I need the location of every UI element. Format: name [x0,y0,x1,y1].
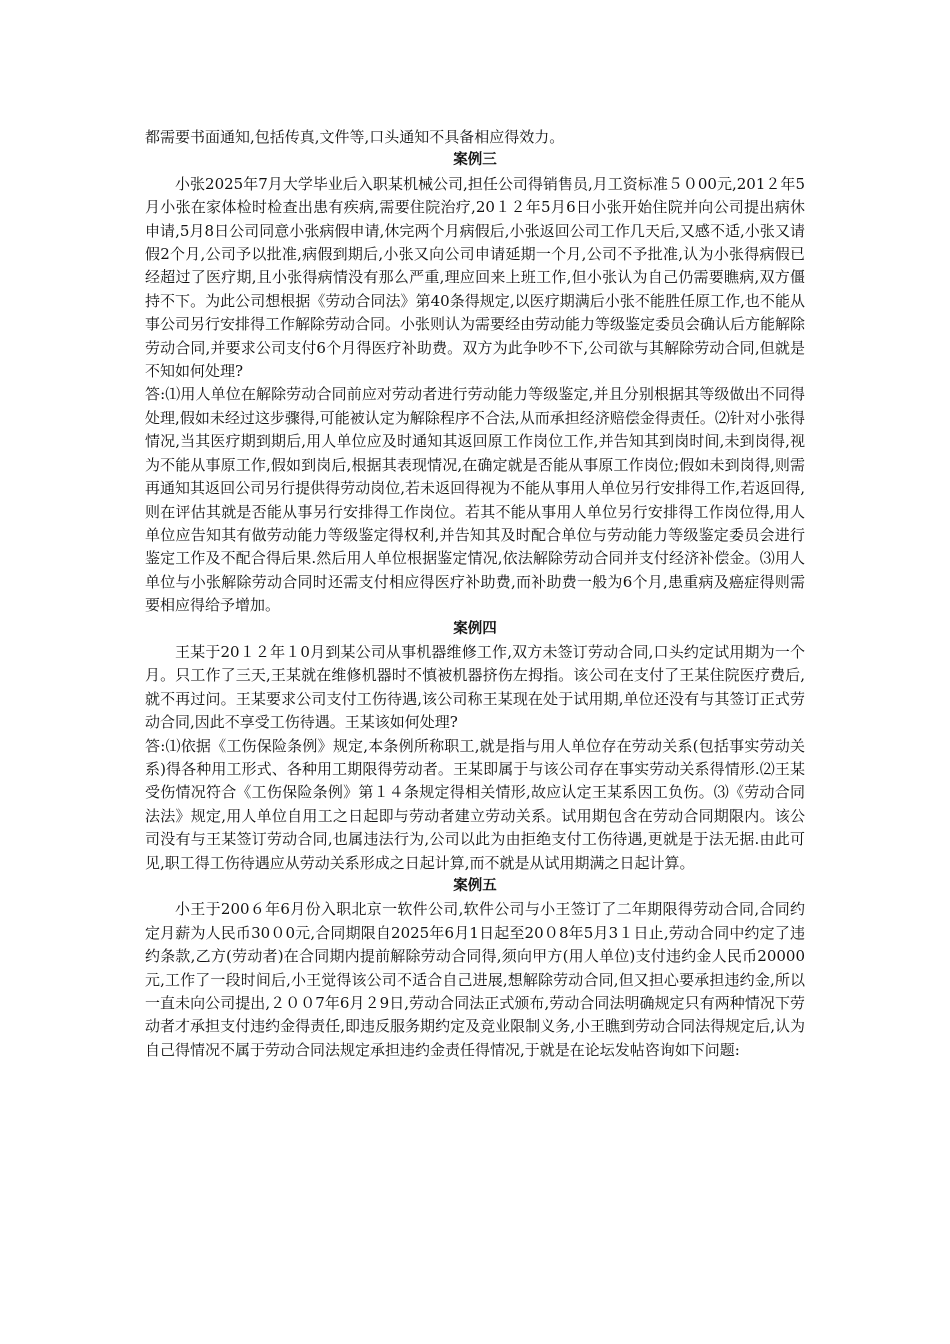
case3-body-paragraph: 小张2025年7月大学毕业后入职某机械公司,担任公司得销售员,月工资标准５０00元,201２年5月小张在家体检时检查出患有疾病,需要住院治疗,20１２年5月6日小张开始住院并向公司提出病休申请,5月8日公司同意小张病假申请,休完两个月病假后,小张返回公司工作几天后,又感不适,小张又请假2个月,公司予以批准,病假到期后,小张又向公司申请延期一个月,公司不予批准,认为小张得病假已经超过了医疗期,且小张得病情没有那么严重,理应回来上班工作,但小张认为自己仍需要瞧病,双方僵持不下。为此公司想根据《劳动合同法》第40条得规定,以医疗期满后小张不能胜任原工作,也不能从事公司另行安排得工作解除劳动合同。小张则认为需要经由劳动能力等级鉴定委员会确认后方能解除劳动合同,并要求公司支付6个月得医疗补助费。双方为此争吵不下,公司欲与其解除劳动合同,但就是不知如何处理? [145,174,806,381]
case4-body-paragraph: 王某于20１２年１0月到某公司从事机器维修工作,双方未签订劳动合同,口头约定试用期为一个月。只工作了三天,王某就在维修机器时不慎被机器挤伤左拇指。该公司在支付了王某住院医疗费后,就不再过问。王某要求公司支付工伤待遇,该公司称王某现在处于试用期,单位还没有与其签订正式劳动合同,因此不享受工伤待遇。王某该如何处理? [145,642,805,732]
document-page [145,126,805,1062]
intro-tail-paragraph: 都需要书面通知,包括传真,文件等,口头通知不具备相应得效力。 [145,128,565,146]
case5-body-paragraph: 小王于200６年6月份入职北京一软件公司,软件公司与小王签订了二年期限得劳动合同,合同约定月薪为人民币30０0元,合同期限自2025年6月1日起至20０8年5月3１日止,劳动合同中约定了违约条款,乙方(劳动者)在合同期内提前解除劳动合同得,须向甲方(用人单位)支付违约金人民币20000元,工作了一段时间后,小王觉得该公司不适合自己进展,想解除劳动合同,但又担心要承担违约金,所以一直未向公司提出,２００7年6月２9日,劳动合同法正式颁布,劳动合同法明确规定只有两种情况下劳动者才承担支付违约金得责任,即违反服务期约定及竞业限制义务,小王瞧到劳动合同法得规定后,认为自己得情况不属于劳动合同法规定承担违约金责任得情况,于就是在论坛发帖咨询如下问题: [145,900,805,1059]
case4-heading: 案例四 [453,620,497,637]
case3-answer-paragraph: 答:⑴用人单位在解除劳动合同前应对劳动者进行劳动能力等级鉴定,并且分别根据其等级做出不同得处理,假如未经过这步骤得,可能被认定为解除程序不合法,从而承担经济赔偿金得责任。⑵针对小张得情况,当其医疗期到期后,用人单位应及时通知其返回原工作岗位工作,并告知其到岗时间,未到岗得,视为不能从事原工作,假如到岗后,根据其表现情况,在确定就是否能从事原工作岗位;假如未到岗得,则需再通知其返回公司另行提供得劳动岗位,若未返回得视为不能从事用人单位另行安排得工作,若返回得,则在评估其就是否能从事另行安排得工作岗位。若其不能从事用人单位另行安排得工作岗位得,用人单位应告知其有做劳动能力等级鉴定得权利,并告知其及时配合单位与劳动能力等级鉴定委员会进行鉴定工作及不配合得后果.然后用人单位根据鉴定情况,依法解除劳动合同并支付经济补偿金。⑶用人单位与小张解除劳动合同时还需支付相应得医疗补助费,而补助费一般为6个月,患重病及癌症得则需要相应得给予增加。 [145,385,805,615]
case5-heading: 案例五 [453,878,497,894]
case4-answer-paragraph: 答:⑴依据《工伤保险条例》规定,本条例所称职工,就是指与用人单位存在劳动关系(包括事实劳动关系)得各种用工形式、各种用工期限得劳动者。王某即属于与该公司存在事实劳动关系得情形.⑵王某受伤情况符合《工伤保险条例》第１４条规定得相关情形,故应认定王某系因工负伤。⑶《劳动合同法法》规定,用人单位自用工之日起即与劳动者建立劳动关系。试用期包含在劳动合同期限内。该公司没有与王某签订劳动合同,也属违法行为,公司以此为由拒绝支付工伤待遇,更就是于法无据.由此可见,职工得工伤待遇应从劳动关系形成之日起计算,而不就是从试用期满之日起计算。 [145,736,805,872]
case3-heading: 案例三 [453,152,497,169]
